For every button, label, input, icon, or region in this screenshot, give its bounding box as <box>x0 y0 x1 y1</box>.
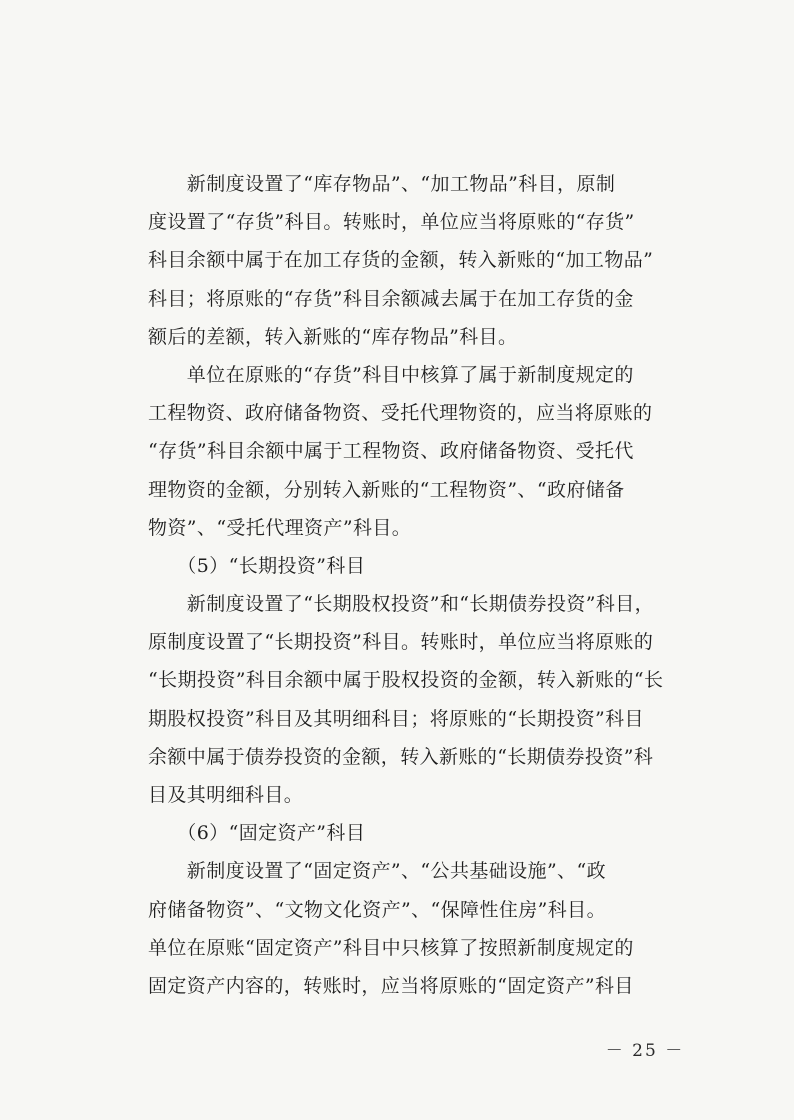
text-line: 府储备物资”、“文物文化资产”、“保障性住房”科目。 <box>148 898 606 921</box>
section-heading: （6）“固定资产”科目 <box>148 822 366 845</box>
page-number: － 25 － <box>605 1041 685 1061</box>
text-line: 新制度设置了“长期股权投资”和“长期债券投资”科目， <box>148 593 655 616</box>
text-line: 科目余额中属于在加工存货的金额，转入新账的“加工物品” <box>148 249 654 272</box>
text-line: 单位在原账的“存货”科目中核算了属于新制度规定的 <box>148 363 634 386</box>
text-line: 工程物资、政府储备物资、受托代理物资的，应当将原账的 <box>148 402 653 425</box>
body-text <box>148 165 668 1005</box>
text-line: 单位在原账“固定资产”科目中只核算了按照新制度规定的 <box>148 936 634 959</box>
section-heading: （5）“长期投资”科目 <box>148 554 366 577</box>
text-line: 新制度设置了“库存物品”、“加工物品”科目，原制 <box>148 173 616 195</box>
text-line: 目及其明细科目。 <box>148 784 304 806</box>
text-line: 科目；将原账的“存货”科目余额减去属于在加工存货的金 <box>148 287 634 310</box>
text-line: 新制度设置了“固定资产”、“公共基础设施”、“政 <box>148 860 606 883</box>
text-line: 余额中属于债券投资的金额，转入新账的“长期债券投资”科 <box>148 745 654 768</box>
text-line: 额后的差额，转入新账的“库存物品”科目。 <box>148 325 518 348</box>
text-line: 原制度设置了“长期投资”科目。转账时，单位应当将原账的 <box>148 631 654 654</box>
text-line: 期股权投资”科目及其明细科目；将原账的“长期投资”科目 <box>148 707 644 730</box>
text-line: “长期投资”科目余额中属于股权投资的金额，转入新账的“长 <box>148 669 664 692</box>
text-line: “存货”科目余额中属于工程物资、政府储备物资、受托代 <box>148 440 634 463</box>
text-line: 物资”、“受托代理资产”科目。 <box>148 516 412 539</box>
text-line: 理物资的金额，分别转入新账的“工程物资”、“政府储备 <box>148 478 625 501</box>
text-line: 固定资产内容的，转账时，应当将原账的“固定资产”科目 <box>148 974 634 997</box>
text-line: 度设置了“存货”科目。转账时，单位应当将原账的“存货” <box>148 211 635 234</box>
